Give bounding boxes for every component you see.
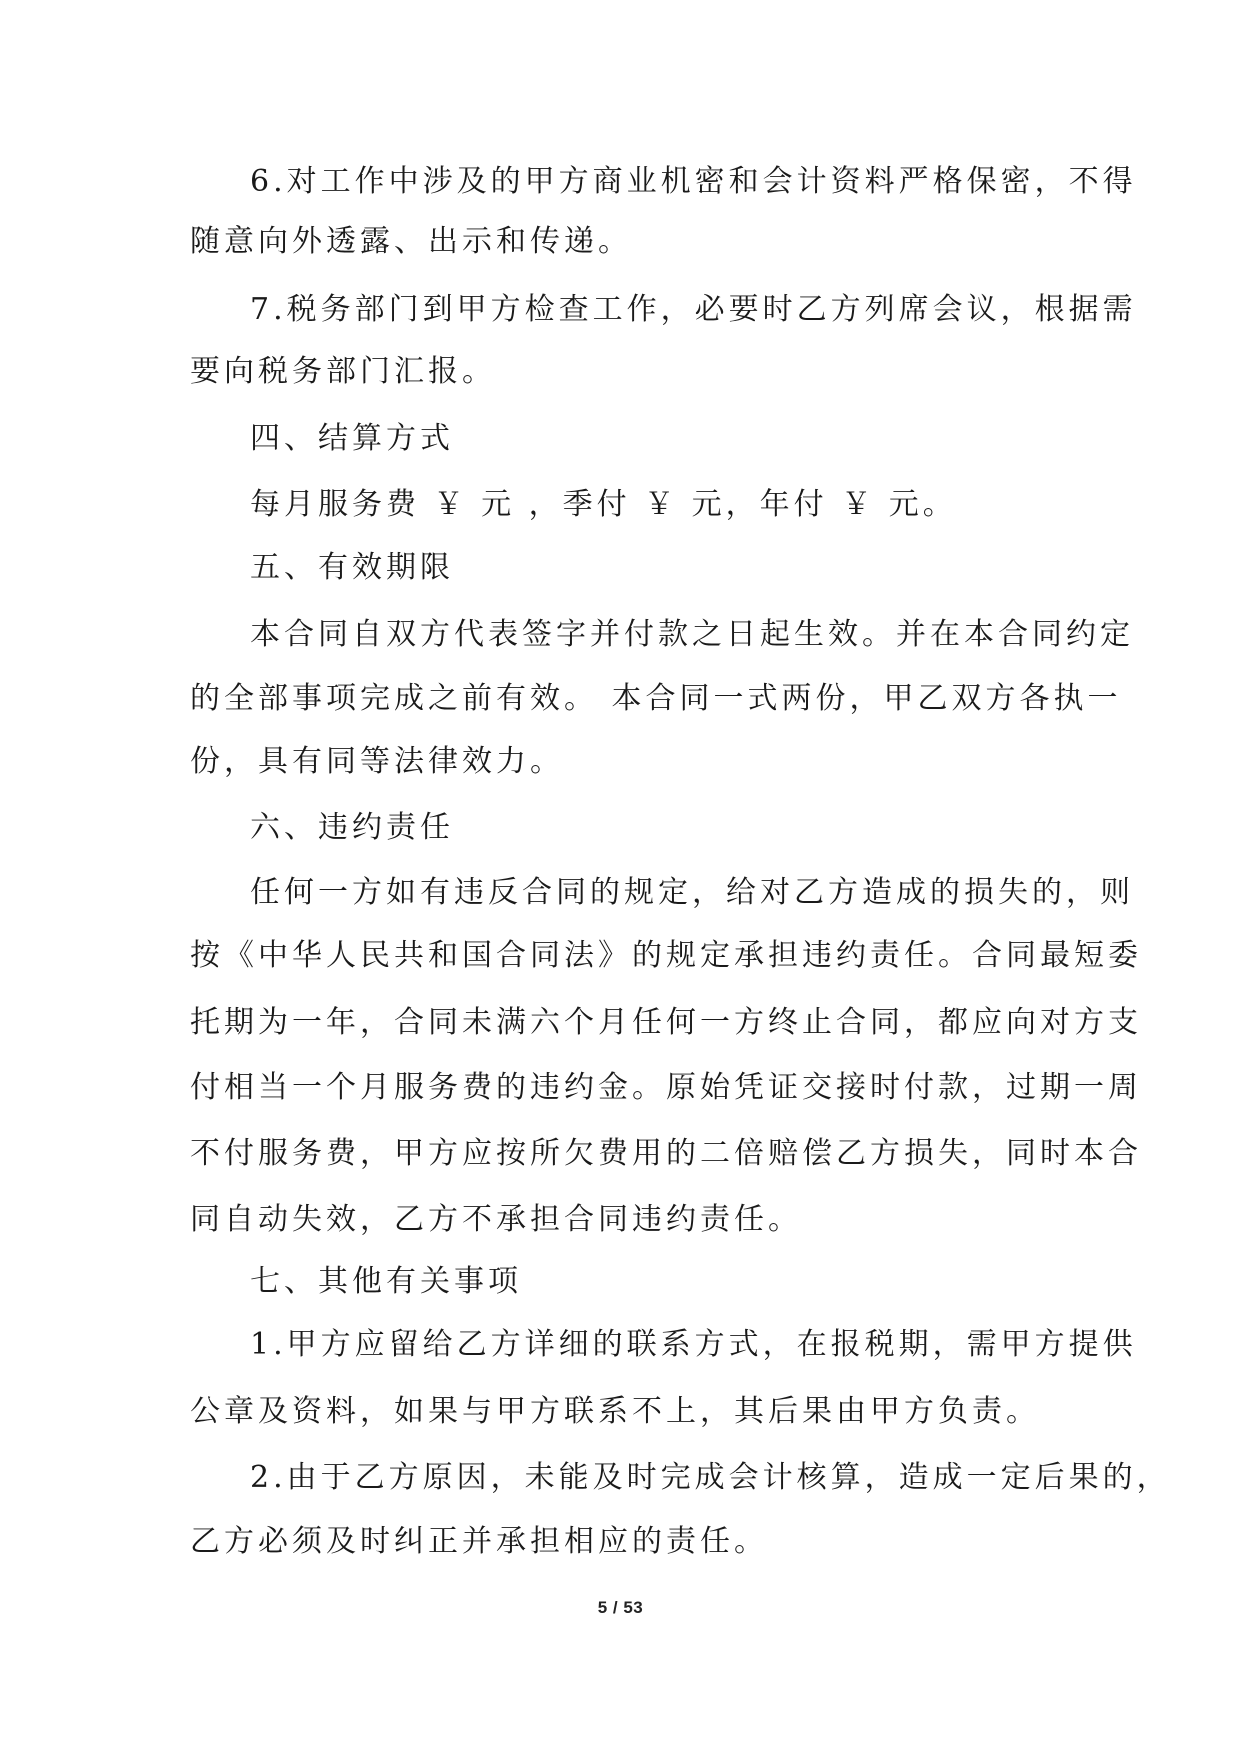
section-heading: 五、有效期限: [250, 550, 454, 585]
page-number: 5 / 53: [597, 1598, 644, 1617]
section-heading: 四、结算方式: [250, 421, 454, 456]
text-line: 要向税务部门汇报。: [190, 354, 496, 389]
text-line: 公章及资料，如果与甲方联系不上，其后果由甲方负责。: [190, 1394, 1040, 1429]
text-line: 按《中华人民共和国合同法》的规定承担违约责任。合同最短委: [190, 938, 1142, 973]
text-line: 的全部事项完成之前有效。 本合同一式两份，甲乙双方各执一: [190, 681, 1122, 716]
text-line: 乙方必须及时纠正并承担相应的责任。: [190, 1524, 768, 1559]
text-line: 付相当一个月服务费的违约金。原始凭证交接时付款，过期一周: [190, 1070, 1142, 1105]
section-heading: 七、其他有关事项: [250, 1264, 522, 1299]
text-line: 任何一方如有违反合同的规定，给对乙方造成的损失的，则: [250, 875, 1134, 910]
text-line: 本合同自双方代表签字并付款之日起生效。并在本合同约定: [250, 617, 1134, 652]
text-line: 1.甲方应留给乙方详细的联系方式，在报税期，需甲方提供: [250, 1327, 1137, 1362]
text-line: 每月服务费 ￥ 元 ，季付 ￥ 元，年付 ￥ 元。: [250, 487, 957, 522]
text-line: 托期为一年，合同未满六个月任何一方终止合同，都应向对方支: [190, 1005, 1142, 1040]
text-line: 7.税务部门到甲方检查工作，必要时乙方列席会议，根据需: [250, 292, 1137, 327]
text-line: 2.由于乙方原因，未能及时完成会计核算，造成一定后果的，: [250, 1460, 1171, 1495]
text-line: 6.对工作中涉及的甲方商业机密和会计资料严格保密，不得: [250, 164, 1137, 199]
section-heading: 六、违约责任: [250, 810, 454, 845]
text-line: 随意向外透露、出示和传递。: [190, 224, 632, 259]
text-line: 不付服务费，甲方应按所欠费用的二倍赔偿乙方损失，同时本合: [190, 1136, 1142, 1171]
text-line: 份，具有同等法律效力。: [190, 744, 564, 779]
text-line: 同自动失效，乙方不承担合同违约责任。: [190, 1202, 802, 1237]
